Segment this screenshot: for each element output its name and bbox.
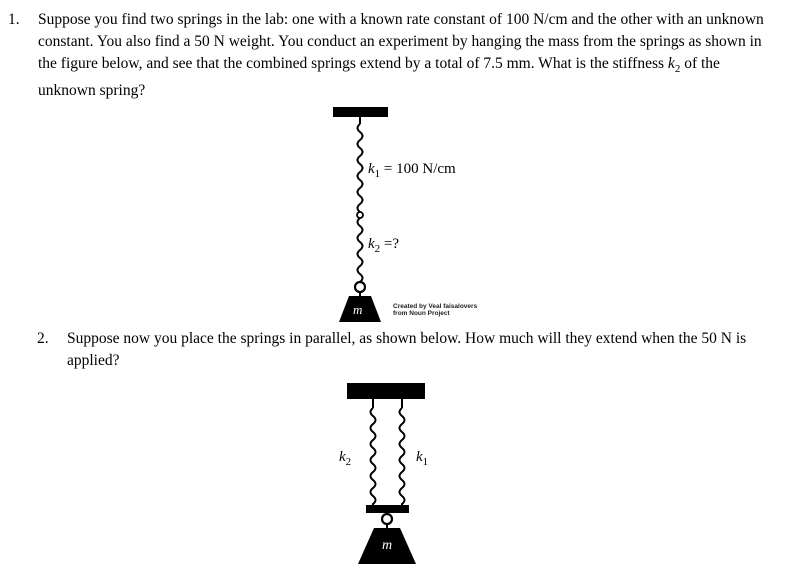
mass-label-2: m: [382, 538, 393, 553]
k2-variable: k: [368, 236, 375, 252]
question-2-text: Suppose now you place the springs in parallel, as shown below. How much will they extend when the 50 N is applied?: [67, 330, 747, 369]
k1-parallel-subscript: 1: [422, 456, 429, 468]
k1-parallel-variable: k: [416, 449, 423, 465]
question-1-variable: k: [667, 55, 675, 72]
question-1-text-part-b: of the unknown spring?: [38, 55, 720, 100]
question-2-number: 2.: [37, 330, 49, 347]
spring-k1-parallel: [400, 408, 405, 506]
question-1-number: 1.: [8, 11, 20, 28]
icon-credit-line-1: Created by Veal faisalovers: [393, 303, 478, 310]
k1-variable: k: [368, 161, 375, 177]
k2-label-parallel: [339, 449, 351, 468]
k1-value: = 100 N/cm: [380, 161, 456, 177]
lower-bar: [366, 505, 409, 513]
k2-value: =?: [380, 236, 400, 252]
k2-parallel-subscript: 2: [345, 456, 352, 468]
k1-subscript: 1: [374, 168, 381, 180]
ceiling-bar-2: [347, 383, 425, 399]
k2-subscript: 2: [374, 243, 381, 255]
spring-k2-parallel: [371, 408, 376, 506]
mass-hook-2: [382, 514, 392, 524]
question-1-text-part-a: Suppose you find two springs in the lab: one with a known rate constant of 100 N/cm and the other with an unknown constant. You also find a 50 N weight. You conduct an experiment by hanging the mass from the springs as shown in the figure below, and see that the combined springs extend by a total of 7.5 mm. What is the stiffness: [38, 11, 764, 72]
mass-label-1: m: [353, 302, 363, 317]
question-1-variable-subscript: 2: [674, 63, 681, 76]
k2-parallel-variable: k: [339, 449, 346, 465]
icon-credit-line-2: from Noun Project: [393, 310, 450, 317]
k1-label-parallel: [416, 449, 428, 468]
